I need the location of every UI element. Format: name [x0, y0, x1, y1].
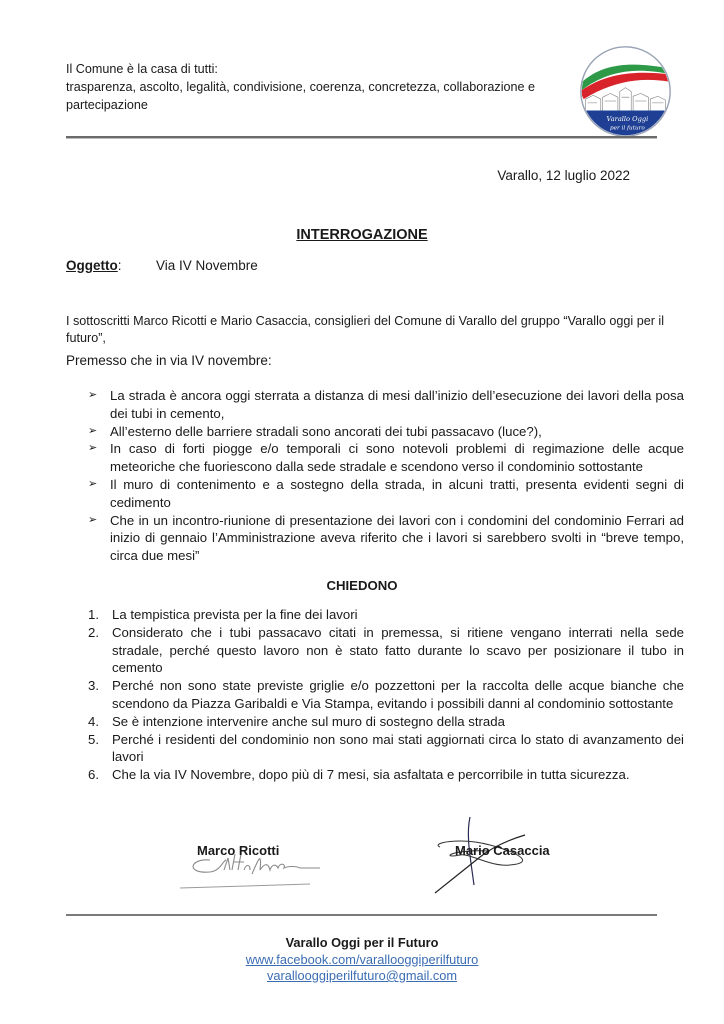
subject-line — [66, 258, 258, 273]
request-number: 4. — [88, 713, 99, 729]
premise-text: La strada è ancora oggi sterrata a distanza di mesi dall’inizio dell’esecuzione dei lavori della posa dei tubi in cemento, — [110, 388, 684, 421]
request-text: Se è intenzione intervenire anche sul muro di sostegno della strada — [112, 713, 505, 729]
premise-item — [88, 423, 684, 441]
arrow-bullet-icon: ➢ — [88, 513, 98, 526]
facebook-link[interactable]: www.facebook.com/varallooggiperilfuturo — [245, 951, 479, 967]
arrow-bullet-icon: ➢ — [88, 477, 98, 490]
request-item — [88, 713, 684, 731]
request-item — [88, 677, 684, 713]
arrow-bullet-icon: ➢ — [88, 442, 98, 455]
premise-heading: Premesso che in via IV novembre: — [66, 353, 272, 368]
request-item — [88, 731, 684, 767]
footer — [0, 935, 724, 985]
logo-text-line1: Varallo Oggi — [606, 114, 649, 123]
request-number: 6. — [88, 767, 99, 783]
party-logo — [578, 44, 673, 139]
premise-text: In caso di forti piogge e/o temporali ci sono notevoli problemi di regimazione delle acque meteoriche che fuoriescono dalla sede stradale e scendono verso il condominio sottostante — [110, 441, 684, 475]
premise-item — [88, 476, 684, 512]
footer-org-name: Varallo Oggi per il Futuro — [285, 935, 439, 950]
request-number: 5. — [88, 731, 99, 747]
request-number: 2. — [88, 624, 99, 640]
email-link[interactable]: varallooggiperilfuturo@gmail.com — [266, 968, 458, 983]
premise-text: All’esterno delle barriere stradali sono ancorati dei tubi passacavo (luce?), — [110, 423, 542, 439]
request-text: Che la via IV Novembre, dopo più di 7 mesi, sia asfaltata e percorribile in tutta sicurezza. — [112, 767, 630, 783]
document-title-text: INTERROGAZIONE — [296, 227, 428, 243]
document-date: Varallo, 12 luglio 2022 — [497, 168, 630, 183]
request-text: Perché non sono state previste griglie e/o pozzettoni per la raccolta delle acque bianche che scendono da Piazza Garibaldi e Via Stampa, evitando i possibili danni al condominio sottostante — [112, 678, 684, 711]
requests-heading: CHIEDONO — [326, 578, 398, 593]
request-text: Perché i residenti del condominio non sono mai stati aggiornati circa lo stato di avanzamento dei lavori — [112, 731, 684, 765]
premise-item — [88, 440, 684, 476]
request-item — [88, 624, 684, 677]
arrow-bullet-icon: ➢ — [88, 389, 98, 401]
header-divider — [66, 136, 657, 139]
motto-line: partecipazione — [66, 98, 148, 112]
signer-name-1: Marco Ricotti — [197, 843, 280, 858]
request-number: 3. — [88, 678, 99, 694]
subject-colon: : — [117, 258, 122, 273]
premise-text: Che in un incontro-riunione di presentazione dei lavori con i condomini del condominio Ferrari ad inizio di gennaio l’Amministrazione aveva riferito che i lavori si sarebbero svolti in “breve tempo, circa due mesi” — [110, 512, 684, 564]
subject-label: Oggetto — [66, 258, 118, 273]
request-item — [88, 766, 684, 784]
arrow-bullet-icon: ➢ — [88, 424, 98, 437]
logo-text-line2: per il futuro — [609, 125, 645, 132]
intro-paragraph: I sottoscritti Marco Ricotti e Mario Casaccia, consiglieri del Comune di Varallo del gruppo “Varallo oggi per il futuro”, — [66, 314, 664, 345]
request-item — [88, 606, 684, 624]
requests-list — [88, 606, 684, 784]
request-text: La tempistica prevista per la fine dei lavori — [112, 607, 358, 622]
subject-value: Via IV Novembre — [156, 258, 258, 273]
document-title — [0, 227, 724, 243]
motto-line: trasparenza, ascolto, legalità, condivisione, coerenza, concretezza, collaborazione e — [66, 80, 536, 94]
signer-name-2: Mario Casaccia — [455, 843, 550, 858]
request-number: 1. — [88, 607, 99, 622]
premise-text: Il muro di contenimento e a sostegno della strada, in alcuni tratti, presenta evidenti segni di cedimento — [110, 476, 684, 510]
footer-divider — [66, 914, 657, 916]
premise-list — [88, 387, 684, 565]
premise-item — [88, 387, 684, 423]
motto-line: Il Comune è la casa di tutti: — [66, 62, 218, 76]
request-text: Considerato che i tubi passacavo citati in premessa, si ritiene vengano interrati nella sede stradale, perché questo lavoro non è stato fatto durante lo scavo per posizionare il tubo in cemento — [112, 624, 684, 676]
header-motto — [66, 60, 566, 114]
premise-item — [88, 512, 684, 565]
